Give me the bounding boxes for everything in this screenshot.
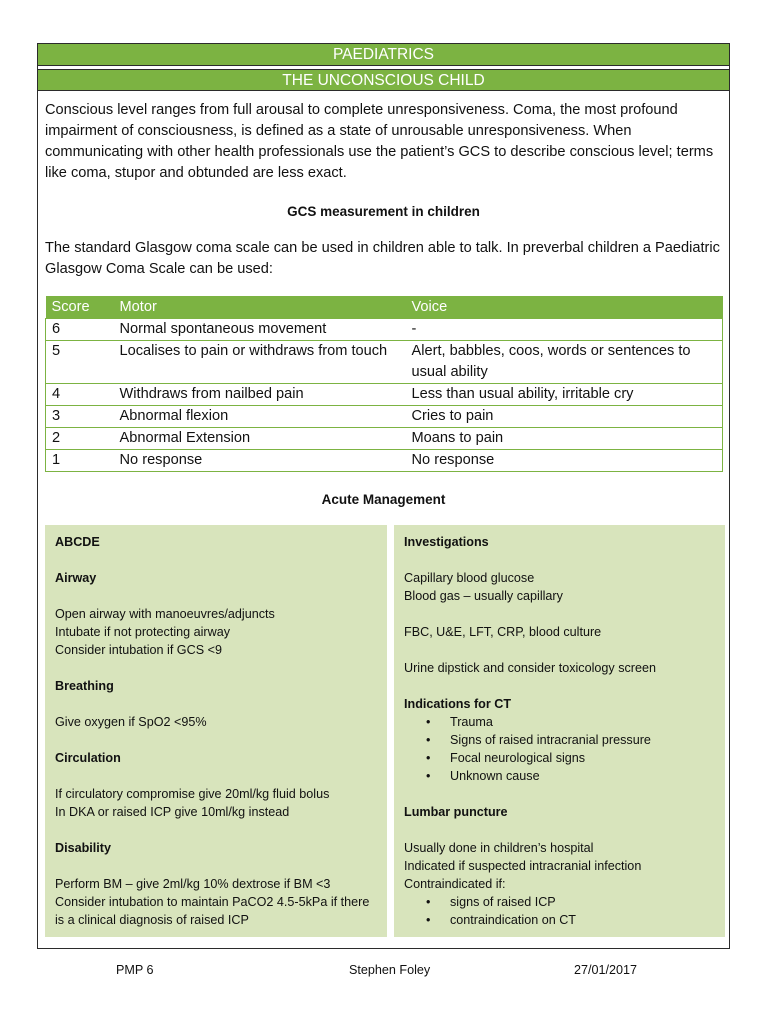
footer-author: Stephen Foley bbox=[349, 963, 431, 977]
motor-cell: Normal spontaneous movement bbox=[114, 319, 406, 341]
abcde-panel bbox=[45, 525, 387, 937]
ct-heading: Indications for CT bbox=[404, 697, 512, 711]
disability-line: Perform BM – give 2ml/kg 10% dextrose if BM <3 bbox=[55, 877, 331, 891]
voice-cell: Less than usual ability, irritable cry bbox=[406, 384, 723, 406]
score-cell: 1 bbox=[46, 450, 114, 472]
gcs-paragraph: The standard Glasgow coma scale can be used in children able to talk. In preverbal children a Paediatric Glasgow Coma Scale can be used: bbox=[45, 240, 720, 277]
subject-banner: PAEDIATRICS bbox=[38, 44, 729, 66]
lp-line: Contraindicated if: bbox=[404, 877, 506, 891]
gcs-heading: GCS measurement in children bbox=[287, 204, 480, 219]
breathing-heading: Breathing bbox=[55, 679, 114, 693]
list-item: • Unknown cause bbox=[450, 767, 715, 785]
breathing-line: Give oxygen if SpO2 <95% bbox=[55, 715, 207, 729]
ct-list bbox=[404, 713, 715, 785]
lp-heading: Lumbar puncture bbox=[404, 805, 508, 819]
table-row bbox=[46, 406, 723, 428]
motor-cell: Abnormal Extension bbox=[114, 428, 406, 450]
investigation-line: Capillary blood glucose bbox=[404, 571, 535, 585]
score-cell: 6 bbox=[46, 319, 114, 341]
table-row bbox=[46, 428, 723, 450]
page-frame bbox=[37, 43, 730, 949]
col-voice: Voice bbox=[406, 296, 723, 319]
score-cell: 2 bbox=[46, 428, 114, 450]
investigation-line: FBC, U&E, LFT, CRP, blood culture bbox=[404, 625, 602, 639]
investigations-panel bbox=[394, 525, 725, 937]
score-cell: 3 bbox=[46, 406, 114, 428]
airway-line: Consider intubation if GCS <9 bbox=[55, 643, 222, 657]
gcs-table bbox=[45, 296, 723, 472]
footer-date: 27/01/2017 bbox=[574, 963, 638, 977]
airway-heading: Airway bbox=[55, 571, 97, 585]
table-row bbox=[46, 341, 723, 384]
airway-line: Intubate if not protecting airway bbox=[55, 625, 231, 639]
investigations-heading: Investigations bbox=[404, 535, 489, 549]
table-header-row bbox=[46, 296, 723, 319]
circulation-line: In DKA or raised ICP give 10ml/kg instead bbox=[55, 805, 290, 819]
footer-code: PMP 6 bbox=[116, 963, 154, 977]
table-row bbox=[46, 384, 723, 406]
circulation-line: If circulatory compromise give 20ml/kg fluid bolus bbox=[55, 787, 330, 801]
motor-cell: Abnormal flexion bbox=[114, 406, 406, 428]
list-item: • contraindication on CT bbox=[450, 911, 715, 929]
airway-line: Open airway with manoeuvres/adjuncts bbox=[55, 607, 275, 621]
table-row bbox=[46, 450, 723, 472]
table-row bbox=[46, 319, 723, 341]
investigation-line: Blood gas – usually capillary bbox=[404, 589, 563, 603]
col-motor: Motor bbox=[114, 296, 406, 319]
disability-heading: Disability bbox=[55, 841, 111, 855]
voice-cell: No response bbox=[406, 450, 723, 472]
list-item: • Focal neurological signs bbox=[450, 749, 715, 767]
motor-cell: Withdraws from nailbed pain bbox=[114, 384, 406, 406]
voice-cell: Moans to pain bbox=[406, 428, 723, 450]
management-heading: Acute Management bbox=[321, 492, 446, 507]
motor-cell: No response bbox=[114, 450, 406, 472]
disability-line: Consider intubation to maintain PaCO2 4.5-5kPa if there is a clinical diagnosis of raised ICP bbox=[55, 895, 370, 927]
score-cell: 5 bbox=[46, 341, 114, 384]
circulation-heading: Circulation bbox=[55, 751, 121, 765]
motor-cell: Localises to pain or withdraws from touch bbox=[114, 341, 406, 384]
investigation-line: Urine dipstick and consider toxicology screen bbox=[404, 661, 656, 675]
lp-line: Usually done in children’s hospital bbox=[404, 841, 594, 855]
score-cell: 4 bbox=[46, 384, 114, 406]
abcde-heading: ABCDE bbox=[55, 535, 100, 549]
lp-contra-list bbox=[404, 893, 715, 929]
list-item: • Trauma bbox=[450, 713, 715, 731]
voice-cell: Alert, babbles, coos, words or sentences to usual ability bbox=[406, 341, 723, 384]
voice-cell: - bbox=[406, 319, 723, 341]
intro-paragraph: Conscious level ranges from full arousal to complete unresponsiveness. Coma, the most profound impairment of consciousness, is defined as a state of unrousable unresponsiveness. When communicating with other health professionals use the patient’s GCS to describe conscious level; terms like coma, stupor and obtunded are less exact. bbox=[45, 102, 714, 181]
col-score: Score bbox=[46, 296, 114, 319]
lp-line: Indicated if suspected intracranial infection bbox=[404, 859, 642, 873]
list-item: • signs of raised ICP bbox=[450, 893, 715, 911]
voice-cell: Cries to pain bbox=[406, 406, 723, 428]
list-item: • Signs of raised intracranial pressure bbox=[450, 731, 715, 749]
title-banner: THE UNCONSCIOUS CHILD bbox=[38, 69, 729, 91]
